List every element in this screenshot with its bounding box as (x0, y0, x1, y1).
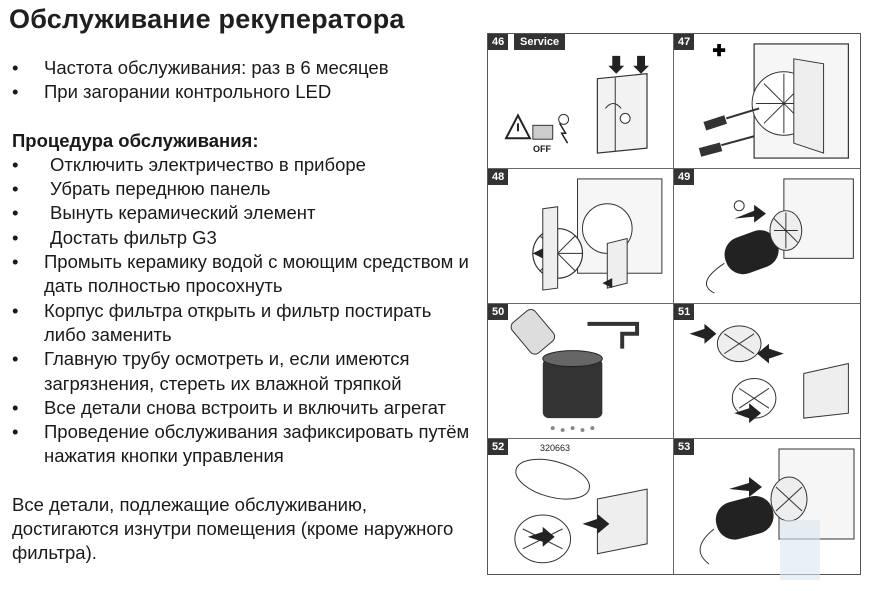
list-item-text: Убрать переднюю панель (50, 178, 271, 200)
bullet: • (12, 153, 19, 175)
list-item-text: Отключить электричество в приборе (50, 153, 366, 175)
list-item-text: Достать фильтр G3 (50, 226, 217, 248)
figure-number: 46 (488, 34, 508, 50)
figure-number: 48 (488, 169, 508, 185)
figure-panel-50 (488, 304, 674, 439)
watermark (780, 520, 820, 580)
bullet: • (12, 421, 19, 443)
figure-number: 52 (488, 439, 508, 455)
list-item-text: Частота обслуживания: раз в 6 месяцев (44, 57, 389, 78)
figure-panel-47 (674, 34, 860, 169)
bullet: • (12, 202, 19, 224)
bullet: • (12, 178, 19, 200)
filter-removal-illustration (674, 169, 860, 303)
final-assembly-illustration (674, 439, 860, 574)
list-item-text: Промыть керамику водой с моющим средством и дать полностью просохнуть (44, 251, 469, 297)
footer-note: Все детали, подлежащие обслуживанию, достигаются изнутри помещения (кроме наружного фильтра). (12, 493, 454, 564)
filter-replacement-illustration (674, 304, 860, 438)
page-title: Обслуживание рекуператора (9, 4, 405, 34)
bullet: • (12, 396, 19, 418)
procedure-heading: Процедура обслуживания: (12, 129, 259, 151)
figure-panel-51 (674, 304, 860, 439)
list-item (12, 226, 472, 250)
figure-panel-53 (674, 439, 860, 574)
figure-panel-52 (488, 439, 674, 574)
service-badge: Service (514, 34, 565, 50)
list-item (12, 299, 472, 348)
list-item-text: Главную трубу осмотреть и, если имеются загрязнения, стереть их влажной тряпкой (44, 348, 410, 394)
list-item (12, 56, 472, 80)
bullet: • (12, 81, 19, 103)
list-item-text: При загорании контрольного LED (44, 81, 332, 103)
figure-panel-48 (488, 169, 674, 304)
bullet: • (12, 299, 19, 321)
figure-number: 50 (488, 304, 508, 320)
list-item (12, 347, 472, 396)
svg-text:✚: ✚ (712, 42, 726, 60)
procedure-list (12, 153, 472, 469)
list-item-text: Корпус фильтра открыть и фильтр постирать либо заменить (44, 299, 432, 345)
list-item (12, 396, 472, 420)
list-item (12, 80, 472, 104)
list-item (12, 177, 472, 201)
figure-number: 53 (674, 439, 694, 455)
figure-number: 51 (674, 304, 694, 320)
list-item-text: Вынуть керамический элемент (50, 202, 316, 224)
instruction-figures-grid (487, 33, 861, 575)
list-item (12, 250, 472, 299)
ceramic-removal-illustration (488, 169, 673, 303)
bullet: • (12, 348, 19, 370)
bullet: • (12, 251, 19, 273)
figure-number: 47 (674, 34, 694, 50)
bullet: • (12, 226, 19, 248)
filter-reassembly-illustration (488, 439, 673, 574)
figure-number: 49 (674, 169, 694, 185)
list-item-text: Все детали снова встроить и включить агрегат (44, 396, 447, 418)
off-label: OFF (533, 144, 551, 154)
figure-panel-49 (674, 169, 860, 304)
panel-removal-illustration (674, 34, 860, 168)
list-item-text: Проведение обслуживания зафиксировать путём нажатия кнопки управления (44, 421, 470, 467)
part-code: 320663 (540, 443, 571, 453)
list-item (12, 420, 472, 469)
text-column (12, 56, 472, 566)
list-item (12, 201, 472, 225)
list-item (12, 153, 472, 177)
service-illustration (488, 34, 673, 168)
ceramic-washing-illustration (488, 304, 673, 438)
intro-list (12, 56, 472, 105)
bullet: • (12, 57, 19, 78)
figure-panel-46 (488, 34, 674, 169)
